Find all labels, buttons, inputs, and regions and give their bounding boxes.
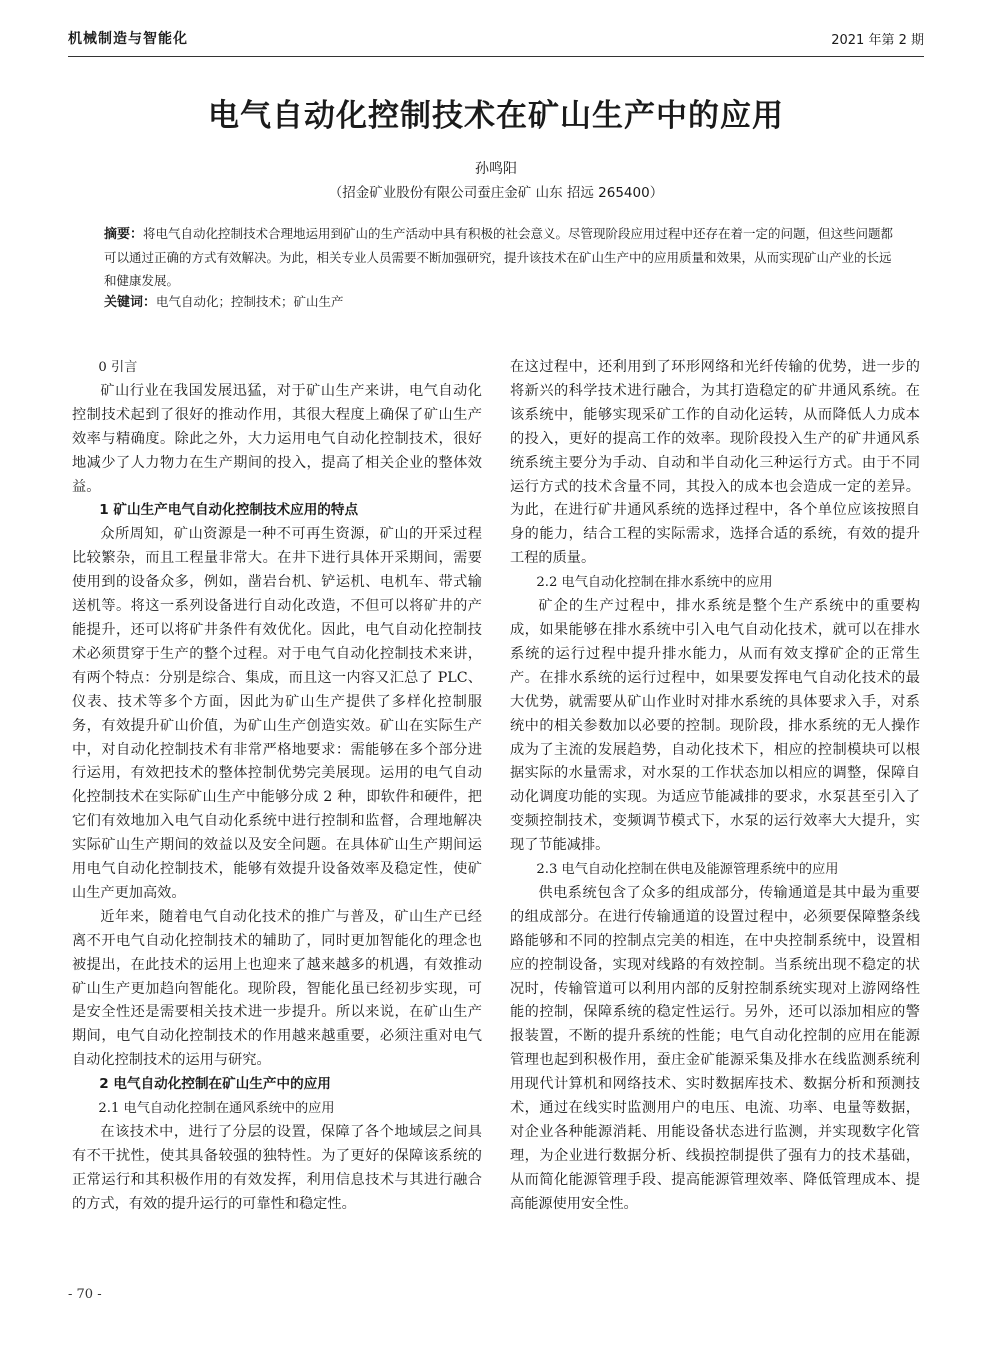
paragraph: 供电系统包含了众多的组成部分，传输通道是其中最为重要的组成部分。在进行传输通道的设置过程中，必须要保障整条线路能够和不同的控制点完美的相连，在中央控制系统中，设置相应的控制设备，实现对线路的有效控制。当系统出现不稳定的状况时，传输管道可以利用内部的反射控制系统实现对上游网络性能的控制，保障系统的稳定性运行。另外，还可以添加相应的警报装置，不断的提升系统的性能；电气自动化控制的应用在能源管理也起到积极作用，蚕庄金矿能源采集及排水在线监测系统利用现代计算机和网络技术、实时数据库技术、数据分析和预测技术，通过在线实时监测用户的电压、电流、功率、电量等数据，对企业各种能源消耗、用能设备状态进行监测，并实现数字化管理，为企业进行数据分析、线损控制提供了强有力的技术基础，从而简化能源管理手段、提高能源管理效率、降低管理成本、提高能源使用安全性。 — [510, 884, 920, 1212]
subsection-heading-2-1: 2.1 电气自动化控制在通风系统中的应用 — [98, 1101, 335, 1117]
page-number: - 70 - — [68, 1287, 102, 1302]
abstract-text: 将电气自动化控制技术合理地运用到矿山的生产活动中具有积极的社会意义。尽管现阶段应用过程中还存在着一定的问题，但这些问题都可以通过正确的方式有效解决。为此，相关专业人员需要不断加强研究，提升该技术在矿山生产中的应用质量和效果，从而实现矿山产业的长远和健康发展。 — [104, 226, 894, 288]
paragraph: 在这过程中，还利用到了环形网络和光纤传输的优势，进一步的将新兴的科学技术进行融合，为其打造稳定的矿井通风系统。在该系统中，能够实现采矿工作的自动化运转，从而降低人力成本的投入，更好的提高工作的效率。现阶段投入生产的矿井通风系统系统主要分为手动、自动和半自动化三种运行方式。由于不同运行方式的技术含量不同，其投入的成本也会造成一定的差异。为此，在进行矿井通风系统的选择过程中，各个单位应该按照自身的能力，结合工程的实际需求，选择合适的系统，有效的提升工程的质量。 — [510, 359, 920, 567]
paragraph: 近年来，随着电气自动化技术的推广与普及，矿山生产已经离不开电气自动化控制技术的辅助了，同时更加智能化的理念也被提出，在此技术的运用上也迎来了越来越多的机遇，有效推动矿山生产更加趋向智能化。现阶段，智能化虽已经初步实现，可是安全性还是需要相关技术进一步提升。所以来说，在矿山生产期间，电气自动化控制技术的作用越来越重要，必须注重对电气自动化控制技术的运用与研究。 — [72, 908, 482, 1069]
running-header — [68, 28, 924, 50]
section-heading-1: 1 矿山生产电气自动化控制技术应用的特点 — [99, 502, 359, 519]
keywords — [104, 291, 894, 310]
paragraph: 矿山行业在我国发展迅猛，对于矿山生产来讲，电气自动化控制技术起到了很好的推动作用，其很大程度上确保了矿山生产效率与精确度。除此之外，大力运用电气自动化控制技术，很好地减少了人力物力在生产期间的投入，提高了相关企业的整体效益。 — [72, 382, 482, 495]
subsection-heading-2-3: 2.3 电气自动化控制在供电及能源管理系统中的应用 — [536, 862, 839, 878]
right-column — [510, 356, 920, 1217]
abstract-label: 摘要： — [104, 227, 144, 242]
author-affiliation: （招金矿业股份有限公司蚕庄金矿 山东 招远 265400） — [328, 185, 664, 201]
issue-number: 2021 年第 2 期 — [831, 33, 924, 48]
left-column — [72, 356, 482, 1217]
journal-name: 机械制造与智能化 — [68, 31, 188, 47]
article-title: 电气自动化控制技术在矿山生产中的应用 — [208, 98, 784, 134]
keywords-label: 关键词： — [104, 295, 157, 310]
section-heading-2: 2 电气自动化控制在矿山生产中的应用 — [99, 1076, 331, 1093]
abstract — [104, 222, 894, 292]
keywords-text: 电气自动化；控制技术；矿山生产 — [156, 294, 344, 309]
paragraph: 众所周知，矿山资源是一种不可再生资源，矿山的开采过程比较繁杂，而且工程量非常大。在井下进行具体开采期间，需要使用到的设备众多，例如，凿岩台机、铲运机、电机车、带式输送机等。将这一系列设备进行自动化改造，不但可以将矿井的产能提升，还可以将矿井条件有效优化。因此，电气自动化控制技术必须贯穿于生产的整个过程。对于电气自动化控制技术来讲，有两个特点：分别是综合、集成，而且这一内容又汇总了 PLC、仪表、技术等多个方面，因此为矿山生产提供了多样化控制服务，有效提升矿山价值，为矿山生产创造实效。矿山在实际生产中，对自动化控制技术有非常严格地要求：需能够在多个部分进行运用，有效把技术的整体控制优势完美展现。运用的电气自动化控制技术在实际矿山生产中能够分成 2 种，即软件和硬件，把它们有效地加入电气自动化系统中进行控制和监督，合理地解决实际矿山生产期间的效益以及安全问题。在具体矿山生产期间运用电气自动化控制技术，能够有效提升设备效率及稳定性，使矿山生产更加高效。 — [72, 526, 482, 901]
subsection-heading-2-2: 2.2 电气自动化控制在排水系统中的应用 — [536, 575, 773, 591]
author-name: 孙鸣阳 — [475, 161, 517, 177]
section-heading-intro: 0 引言 — [98, 360, 138, 375]
paragraph: 矿企的生产过程中，排水系统是整个生产系统中的重要构成，如果能够在排水系统中引入电气自动化技术，就可以在排水系统的运行过程中提升排水能力，从而有效支撑矿企的正常生产。在排水系统的运行过程中，如果要发挥电气自动化技术的最大优势，就需要从矿山作业时对排水系统的具体要求入手，对系统中的相关参数加以必要的控制。现阶段，排水系统的无人操作成为了主流的发展趋势，自动化技术下，相应的控制模块可以根据实际的水量需求，对水泵的工作状态加以相应的调整，保障自动化调度功能的实现。为适应节能减排的要求，水泵甚至引入了变频控制技术，变频调节模式下，水泵的运行效率大大提升，实现了节能减排。 — [510, 598, 920, 854]
paragraph: 在该技术中，进行了分层的设置，保障了各个地域层之间具有不干扰性，使其具备较强的独特性。为了更好的保障该系统的正常运行和其积极作用的有效发挥，利用信息技术与其进行融合的方式，有效的提升运行的可靠性和稳定性。 — [72, 1124, 482, 1212]
header-divider — [68, 56, 924, 57]
